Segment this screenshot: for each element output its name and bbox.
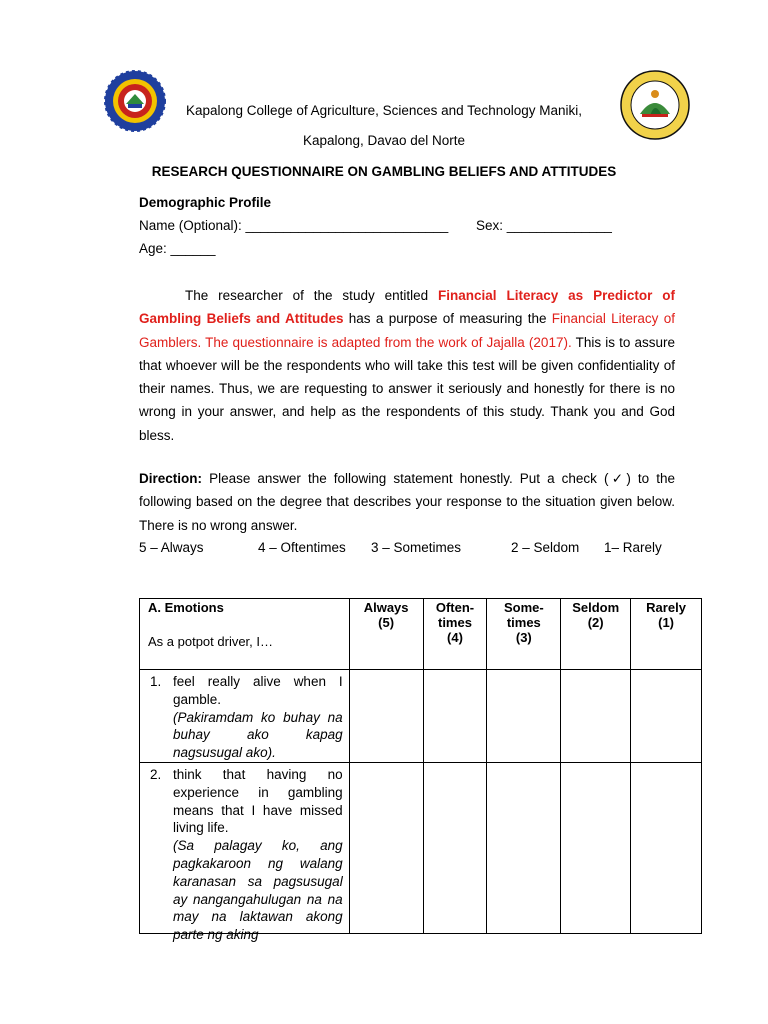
answer-cell-rarely[interactable] bbox=[631, 762, 702, 933]
section-subtitle: As a potpot driver, I… bbox=[148, 634, 274, 649]
direction-text: Please answer the following statement honestly. Put a check (✓) to the following based on the degree that describes your response to the situation given below. There is no wrong answer. bbox=[139, 471, 675, 533]
answer-cell-sometimes[interactable] bbox=[487, 670, 561, 763]
document-title: RESEARCH QUESTIONNAIRE ON GAMBLING BELIEFS AND ATTITUDES bbox=[151, 164, 617, 179]
college-seal-logo bbox=[104, 70, 166, 132]
demographic-heading: Demographic Profile bbox=[139, 195, 272, 210]
intro-text-2: has a purpose of measuring the bbox=[343, 311, 552, 327]
intro-text-1: The researcher of the study entitled bbox=[185, 288, 439, 303]
scale-oftentimes: 4 – Oftentimes bbox=[258, 540, 346, 555]
direction-paragraph bbox=[139, 467, 675, 537]
answer-cell-always[interactable] bbox=[349, 670, 423, 763]
item-statement bbox=[140, 670, 350, 763]
sex-field[interactable]: Sex: ______________ bbox=[476, 218, 612, 233]
table-row bbox=[140, 670, 702, 763]
col-seldom: Seldom (2) bbox=[561, 599, 631, 670]
answer-cell-sometimes[interactable] bbox=[487, 762, 561, 933]
scale-sometimes: 3 – Sometimes bbox=[371, 540, 462, 555]
municipality-seal-logo bbox=[620, 70, 690, 140]
item-text: think that having no experience in gambling means that I have missed living life. bbox=[173, 766, 343, 836]
item-translation: (Sa palagay ko, ang pagkakaroon ng walang karanasan sa pagsusugal ay nangangahulugan na na may na laktawan akong parte ng aking bbox=[173, 838, 343, 943]
item-statement bbox=[140, 762, 350, 943]
answer-cell-rarely[interactable] bbox=[631, 670, 702, 763]
intro-paragraph bbox=[139, 284, 675, 447]
direction-label: Direction: bbox=[139, 471, 203, 486]
section-title: A. Emotions bbox=[148, 600, 224, 615]
scale-always: 5 – Always bbox=[139, 540, 204, 555]
table-row bbox=[140, 762, 702, 933]
answer-cell-oftentimes[interactable] bbox=[423, 762, 487, 933]
scale-rarely: 1– Rarely bbox=[604, 540, 662, 555]
col-oftentimes: Often- times (4) bbox=[423, 599, 487, 670]
name-field[interactable]: Name (Optional): ___________________________ bbox=[139, 218, 449, 233]
questionnaire-table bbox=[139, 598, 702, 943]
institution-name: Kapalong College of Agriculture, Sciences and Technology Maniki, bbox=[186, 103, 582, 118]
age-field[interactable]: Age: ______ bbox=[139, 241, 216, 256]
section-header-cell bbox=[140, 599, 350, 670]
col-always: Always (5) bbox=[349, 599, 423, 670]
study-title: Financial Literacy as Predictor of Gambling Beliefs and Attitudes bbox=[139, 288, 675, 327]
item-number: 1. bbox=[150, 674, 162, 689]
table-header-row bbox=[140, 599, 702, 670]
item-translation: (Pakiramdam ko buhay na buhay ako kapag nagsusugal ako). bbox=[173, 709, 343, 761]
answer-cell-seldom[interactable] bbox=[561, 762, 631, 933]
study-purpose: Financial Literacy of Gamblers. The questionnaire is adapted from the work of Jajalla (2017). bbox=[139, 311, 675, 350]
scale-seldom: 2 – Seldom bbox=[511, 540, 580, 555]
answer-cell-seldom[interactable] bbox=[561, 670, 631, 763]
col-sometimes: Some- times (3) bbox=[487, 599, 561, 670]
item-number: 2. bbox=[150, 766, 162, 782]
col-rarely: Rarely (1) bbox=[631, 599, 702, 670]
answer-cell-oftentimes[interactable] bbox=[423, 670, 487, 763]
institution-location: Kapalong, Davao del Norte bbox=[302, 133, 466, 148]
intro-text-3: This is to assure that whoever will be the respondents who will take this test will be given confidentiality of their names. Thus, we are requesting to answer it seriously and honestly for there is no wrong in your answer, and help as the respondents of this study. Thank you and God bless. bbox=[139, 334, 675, 443]
answer-cell-always[interactable] bbox=[349, 762, 423, 933]
item-text: feel really alive when I gamble. bbox=[173, 674, 343, 707]
